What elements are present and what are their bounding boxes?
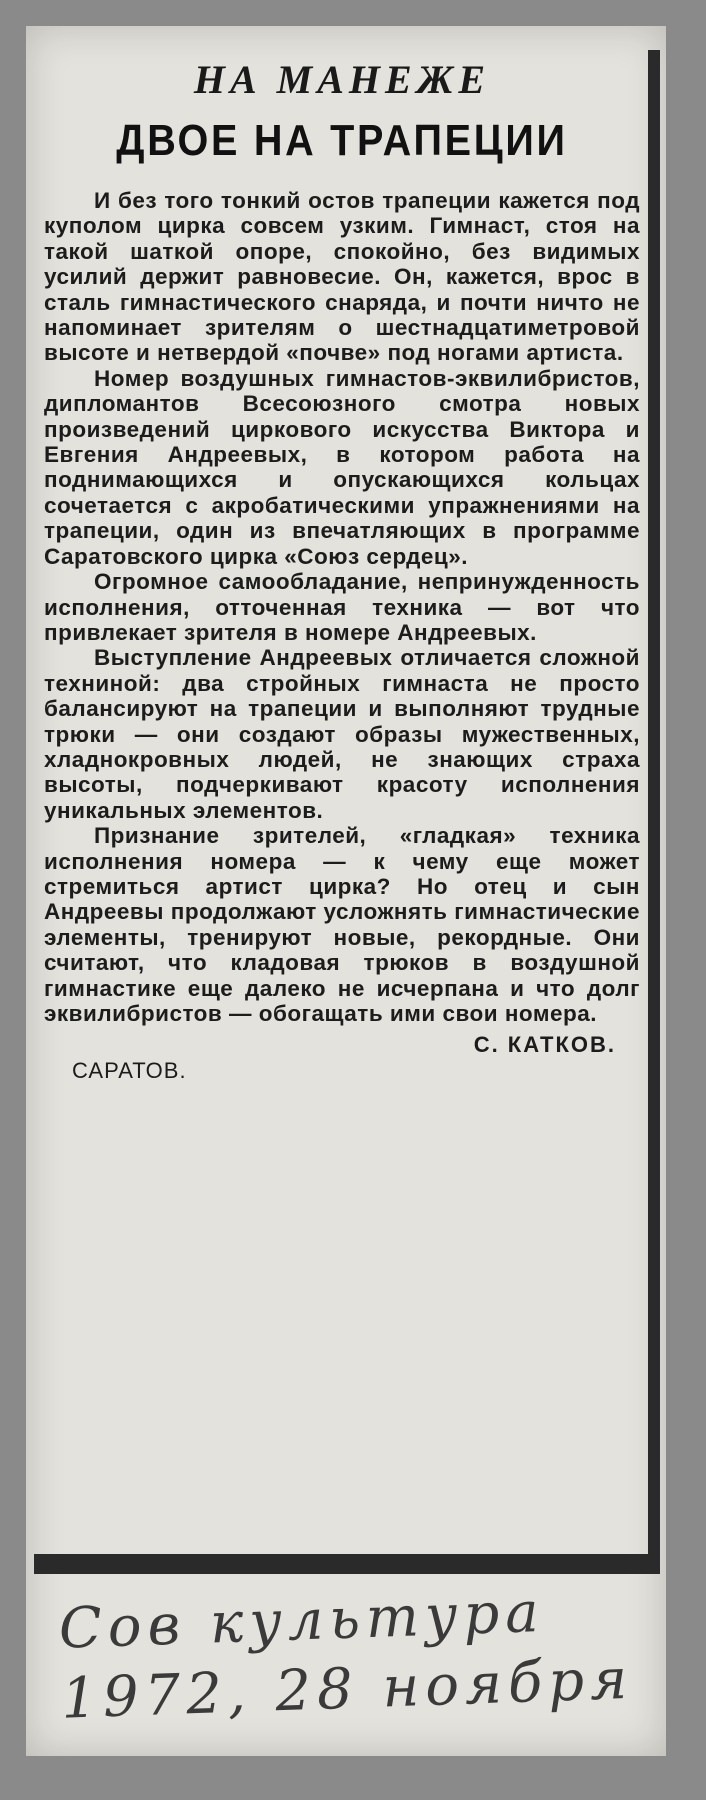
headline: ДВОЕ НА ТРАПЕЦИИ — [116, 116, 568, 165]
paragraph: Выступление Андреевых отличается сложной техниной: два стройных гимнаста не просто балансируют на трапеции и выполняют трудные трюки — они создают образы мужественных, хладнокровных людей, не знающих страха высоты, подчеркивают красоту исполнения уникальных элементов. — [44, 645, 640, 823]
paragraph: И без того тонкий остов трапеции кажется под куполом цирка совсем узким. Гимнаст, стоя на такой шаткой опоре, спокойно, без видимых усилий держит равновесие. Он, кажется, врос в сталь гимнастического снаряда, и почти ничто не напоминает зрителям о шестнадцатиметровой высоте и нетвердой «почве» под ногами артиста. — [44, 188, 640, 366]
article-body — [44, 188, 640, 1026]
paragraph: Признание зрителей, «гладкая» техника исполнения номера — к чему еще может стремиться артист цирка? Но отец и сын Андреевы продолжают усложнять гимнастические элементы, тренируют новые, рекордные. Они считают, что кладовая трюков в воздушной гимнастике еще далеко не исчерпана и что долг эквилибристов — обогащать ими свои номера. — [44, 823, 640, 1026]
dateline-city: САРАТОВ. — [72, 1058, 187, 1084]
handwritten-line: Сов культура — [57, 1579, 546, 1662]
paragraph: Огромное самообладание, непринужденность исполнения, отточенная техника — вот что привлекает зрителя в номере Андреевых. — [44, 569, 640, 645]
rubric: НА МАНЕЖЕ — [193, 57, 491, 102]
signature-row — [44, 1032, 640, 1082]
handwritten-note — [57, 1575, 635, 1734]
paragraph: Номер воздушных гимнастов-эквилибристов, дипломантов Всесоюзного смотра новых произведений циркового искусства Виктора и Евгения Андреевых, в котором работа на поднимающихся и опускающихся кольцах сочетается с акробатическими упражнениями на трапеции, один из впечатляющих в программе Саратовского цирка «Союз сердец». — [44, 365, 640, 569]
article — [44, 50, 640, 1082]
author-signature: С. КАТКОВ. — [473, 1032, 616, 1058]
clipping-bottom-rule — [34, 1554, 660, 1574]
clipping-right-border — [648, 50, 660, 1572]
handwritten-line: 1972, 28 ноября — [60, 1646, 635, 1732]
